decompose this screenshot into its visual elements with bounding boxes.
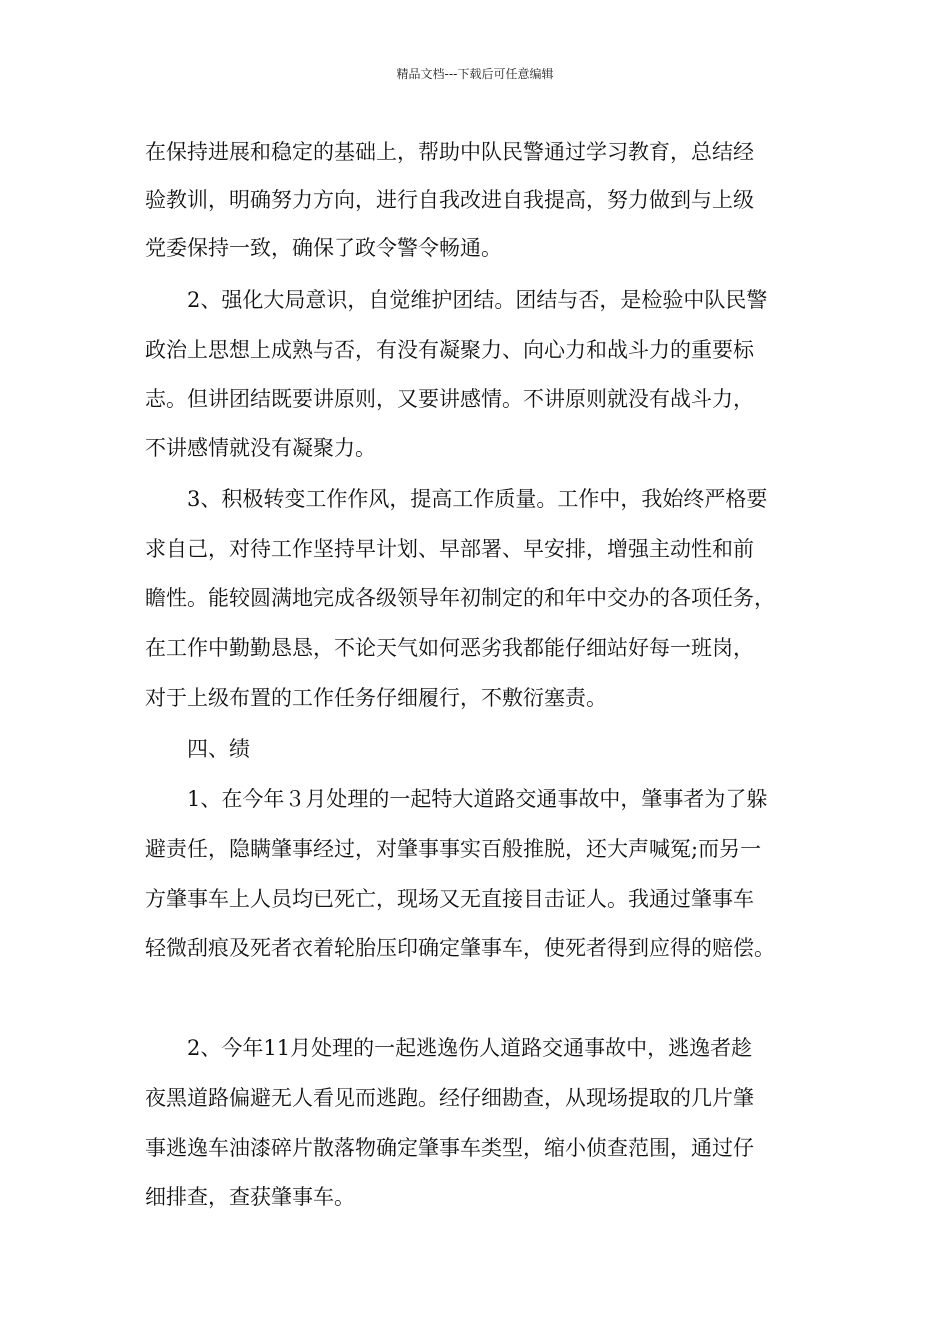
text-line-20: 事逃逸车油漆碎片散落物确定肇事车类型，缩小侦查范围，通过仔: [145, 1136, 754, 1160]
text-line-3: 党委保持一致，确保了政令警令畅通。: [145, 236, 502, 260]
text-line-12: 对于上级布置的工作任务仔细履行，不敷衍塞责。: [145, 686, 607, 710]
text-line-21: 细排查，查获肇事车。: [145, 1185, 355, 1209]
text-line-2: 验教训，明确努力方向，进行自我改进自我提高，努力做到与上级: [145, 188, 754, 212]
text-line-10: 瞻性。能较圆满地完成各级领导年初制定的和年中交办的各项任务，: [145, 586, 775, 610]
text-line-17: 轻微刮痕及死者衣着轮胎压印确定肇事车，使死者得到应得的赔偿。: [145, 936, 775, 960]
section-heading: 四、绩: [187, 737, 250, 761]
text-line-11: 在工作中勤勤恳恳，不论天气如何恶劣我都能仔细站好每一班岗，: [145, 636, 754, 660]
text-line-5: 政治上思想上成熟与否，有没有凝聚力、向心力和战斗力的重要标: [145, 338, 754, 362]
text-line-1: 在保持进展和稳定的基础上，帮助中队民警通过学习教育，总结经: [145, 140, 754, 164]
text-line-7: 不讲感情就没有凝聚力。: [145, 436, 376, 460]
text-line-6: 志。但讲团结既要讲原则，又要讲感情。不讲原则就没有战斗力，: [145, 387, 754, 411]
text-line-15: 避责任，隐瞒肇事经过，对肇事事实百般推脱，还大声喊冤;而另一: [145, 837, 762, 861]
text-line-16: 方肇事车上人员均已死亡，现场又无直接目击证人。我通过肇事车: [145, 887, 754, 911]
text-line-14: 1、在今年３月处理的一起特大道路交通事故中，肇事者为了躲: [187, 787, 768, 811]
page-header: 精品文档---下载后可任意编辑: [396, 67, 554, 81]
text-line-8: 3、积极转变工作作风，提高工作质量。工作中，我始终严格要: [187, 487, 768, 511]
text-line-18: 2、今年11月处理的一起逃逸伤人道路交通事故中，逃逸者趁: [187, 1036, 753, 1060]
text-line-4: 2、强化大局意识，自觉维护团结。团结与否，是检验中队民警: [187, 288, 768, 312]
text-line-9: 求自己，对待工作坚持早计划、早部署、早安排，增强主动性和前: [145, 537, 754, 561]
text-line-19: 夜黑道路偏避无人看见而逃跑。经仔细勘查，从现场提取的几片肇: [145, 1086, 754, 1110]
